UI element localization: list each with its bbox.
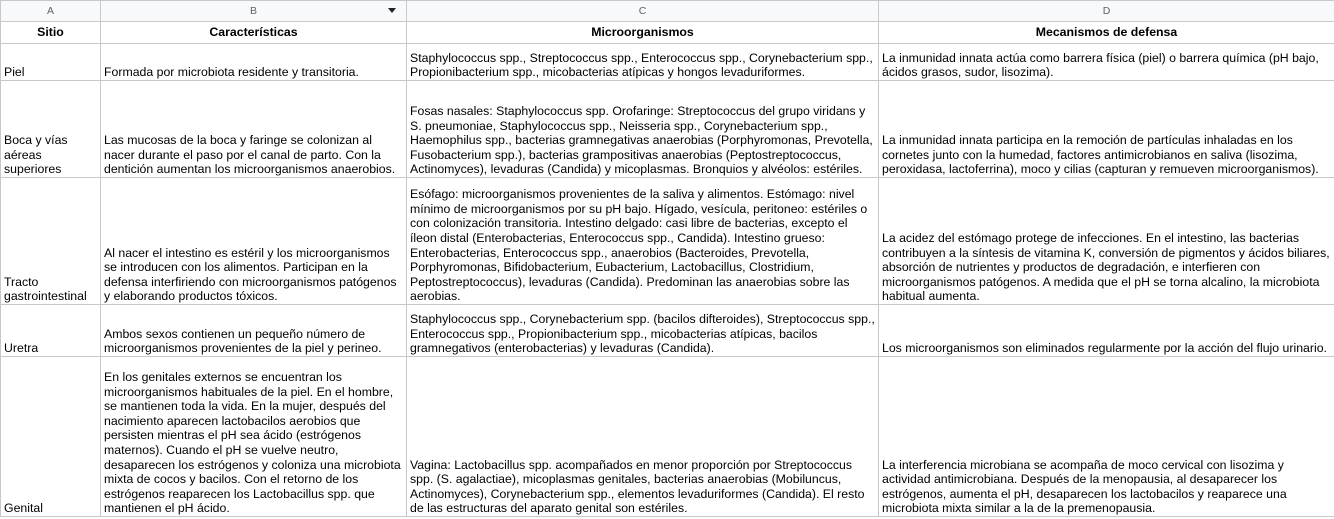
cell-caracteristicas[interactable]: Al nacer el intestino es estéril y los microorganismos se introducen con los alimentos. Participan en la defensa interfiriendo con microorganismos patógenos y elaborando productos tóxicos. <box>101 178 407 305</box>
column-header-c[interactable]: C <box>407 1 879 22</box>
cell-caracteristicas[interactable]: Formada por microbiota residente y transitoria. <box>101 44 407 81</box>
cell-sitio[interactable]: Genital <box>1 357 101 517</box>
cell-mecanismos[interactable]: La inmunidad innata actúa como barrera física (piel) o barrera química (pH bajo, ácidos grasos, sudor, lisozima). <box>879 44 1334 81</box>
cell-caracteristicas[interactable]: En los genitales externos se encuentran los microorganismos habituales de la piel. En el hombre, se mantienen toda la vida. En la mujer, después del nacimiento aparecen lactobacilos aerobios que persisten mientras el pH sea ácido (estrógenos maternos). Cuando el pH se vuelve neutro, desaparecen los estrógenos y coloniza una microbiota mixta de cocos y bacilos. Con el retorno de los estrógenos reaparecen los Lactobacillus spp. que mantienen el pH ácido. <box>101 357 407 517</box>
column-header-row <box>1 1 1334 22</box>
dropdown-arrow-icon[interactable] <box>388 8 396 13</box>
header-cell-caracteristicas[interactable]: Características <box>101 22 407 44</box>
header-cell-microorganismos[interactable]: Microorganismos <box>407 22 879 44</box>
header-cell-sitio[interactable]: Sitio <box>1 22 101 44</box>
cell-microorganismos[interactable]: Staphylococcus spp., Streptococcus spp., Enterococcus spp., Corynebacterium spp., Propionibacterium spp., micobacterias atípicas y hongos levaduriformes. <box>407 44 879 81</box>
cell-sitio[interactable]: Boca y vías aéreas superiores <box>1 81 101 178</box>
cell-mecanismos[interactable]: Los microorganismos son eliminados regularmente por la acción del flujo urinario. <box>879 305 1334 357</box>
header-cell-mecanismos[interactable]: Mecanismos de defensa <box>879 22 1334 44</box>
cell-mecanismos[interactable]: La acidez del estómago protege de infecciones. En el intestino, las bacterias contribuyen a la síntesis de vitamina K, conversión de pigmentos y ácidos biliares, absorción de nutrientes y productos de degradación, e interfieren con microorganismos patógenos. A medida que el pH se torna alcalino, la microbiota habitual aumenta. <box>879 178 1334 305</box>
cell-sitio[interactable]: Piel <box>1 44 101 81</box>
column-header-b-label: B <box>249 4 257 17</box>
cell-microorganismos[interactable]: Fosas nasales: Staphylococcus spp. Orofaringe: Streptococcus del grupo viridans y S. pneumoniae, Staphylococcus spp., Neisseria spp., Corynebacterium spp., Haemophilus spp., bacterias gramnegativas anaerobias (Porphyromonas, Prevotella, Fusobacterium spp.), bacterias grampositivas anaerobias (Peptostreptococcus, Actinomyces), levaduras (Candida) y micoplasmas. Bronquios y alvéolos: estériles. <box>407 81 879 178</box>
cell-caracteristicas[interactable]: Ambos sexos contienen un pequeño número de microorganismos provenientes de la piel y perineo. <box>101 305 407 357</box>
cell-microorganismos[interactable]: Staphylococcus spp., Corynebacterium spp. (bacilos difteroides), Streptococcus spp., Enterococcus spp., Propionibacterium spp., micobacterias atípicas, bacilos gramnegativos (enterobacterias) y levaduras (Candida). <box>407 305 879 357</box>
table-row <box>1 357 1334 517</box>
cell-mecanismos[interactable]: La inmunidad innata participa en la remoción de partículas inhaladas en los cornetes junto con la humedad, factores antimicrobianos en saliva (lisozima, peroxidasa, lactoferrina), moco y cilias (capturan y remueven microorganismos). <box>879 81 1334 178</box>
column-header-d[interactable]: D <box>879 1 1334 22</box>
column-header-b[interactable] <box>101 1 407 22</box>
cell-microorganismos[interactable]: Esófago: microorganismos provenientes de la saliva y alimentos. Estómago: nivel mínimo de microorganismos por su pH bajo. Hígado, vesícula, peritoneo: estériles o con colonización transitoria. Intestino delgado: casi libre de bacterias, excepto el íleon distal (Enterobacterias, Enterococcus spp., Candida). Intestino grueso: Enterobacterias, Enterococcus spp., anaerobios (Bacteroides, Prevotella, Porphyromonas, Bifidobacterium, Eubacterium, Lactobacillus, Clostridium, Peptostreptococcus), levaduras (Candida). Predominan las anaerobias sobre las aerobias. <box>407 178 879 305</box>
table-header-row <box>1 22 1334 44</box>
cell-sitio[interactable]: Tracto gastrointestinal <box>1 178 101 305</box>
column-header-a[interactable]: A <box>1 1 101 22</box>
table-row <box>1 44 1334 81</box>
table-row <box>1 305 1334 357</box>
cell-microorganismos[interactable]: Vagina: Lactobacillus spp. acompañados en menor proporción por Streptococcus spp. (S. agalactiae), micoplasmas genitales, bacterias anaerobias (Mobiluncus, Actinomyces), Corynebacterium spp., elementos levaduriformes (Candida). El resto de las estructuras del aparato genital son estériles. <box>407 357 879 517</box>
table-row <box>1 81 1334 178</box>
cell-mecanismos[interactable]: La interferencia microbiana se acompaña de moco cervical con lisozima y actividad antimicrobiana. Después de la menopausia, al desaparecer los estrógenos, aumenta el pH, desaparecen los lactobacilos y reaparece una microbiota mixta similar a la de la premenopausia. <box>879 357 1334 517</box>
table-row <box>1 178 1334 305</box>
cell-caracteristicas[interactable]: Las mucosas de la boca y faringe se colonizan al nacer durante el paso por el canal de parto. Con la dentición aumentan los microorganismos anaerobios. <box>101 81 407 178</box>
cell-sitio[interactable]: Uretra <box>1 305 101 357</box>
